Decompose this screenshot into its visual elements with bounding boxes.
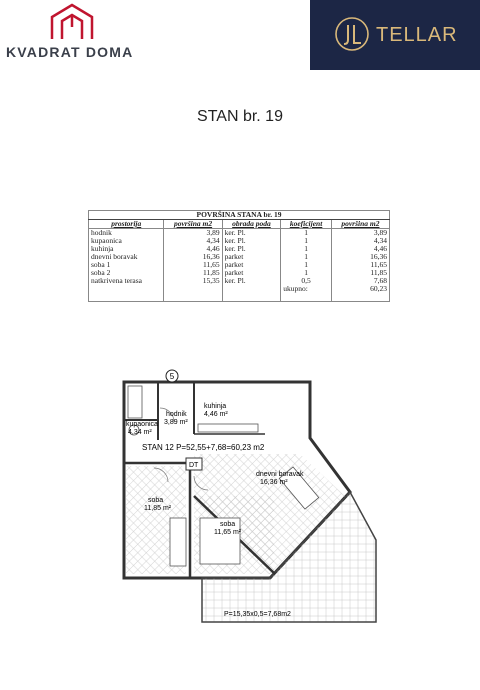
brand-left-text: KVADRAT DOMA (6, 44, 134, 60)
label-kupaonica-area: 4,34 m² (128, 429, 152, 436)
label-hodnik-area: 3,89 m² (164, 419, 188, 426)
cell-area: 3,89 (164, 229, 222, 238)
cell-coef: 1 (281, 245, 332, 253)
cell-total: 3,89 (331, 229, 389, 238)
cell-area: 11,65 (164, 261, 222, 269)
header-obrada: obrada poda (222, 220, 281, 229)
cell-room: hodnik (89, 229, 164, 238)
label-stan: STAN 12 P=52,55+7,68=60,23 m2 (142, 443, 265, 452)
tellar-logo (310, 0, 480, 70)
cell-floor: ker. Pl. (222, 229, 281, 238)
cell-area: 4,46 (164, 245, 222, 253)
cell-total: 11,85 (331, 269, 389, 277)
kvadrat-doma-logo (0, 0, 150, 70)
brand-right-text: TELLAR (376, 24, 458, 46)
cell-floor: ker. Pl. (222, 277, 281, 285)
bathtub (128, 386, 142, 418)
cell-area: 4,34 (164, 237, 222, 245)
cell-coef: 1 (281, 261, 332, 269)
label-soba2: soba (148, 497, 164, 504)
table-caption: POVRŠINA STANA br. 19 (89, 211, 390, 220)
cell-floor: ker. Pl. (222, 237, 281, 245)
cell-floor: parket (222, 261, 281, 269)
cell-room: soba 2 (89, 269, 164, 277)
floor-plan (110, 368, 380, 634)
label-soba1-area: 11,65 m² (214, 529, 242, 536)
cell-room: kuhinja (89, 245, 164, 253)
label-kuhinja: kuhinja (204, 403, 227, 410)
total-value: 60,23 (331, 285, 389, 293)
total-label: ukupno: (281, 285, 332, 293)
cell-room: natkrivena terasa (89, 277, 164, 285)
cell-total: 7,68 (331, 277, 389, 285)
house-logo-icon (48, 3, 96, 41)
label-kupaonica: kupaonica (126, 421, 158, 428)
label-soba2-area: 11,85 m² (144, 505, 172, 512)
cell-room: kupaonica (89, 237, 164, 245)
label-hodnik: hodnik (166, 411, 187, 418)
kitchen-counter (198, 424, 258, 432)
cell-room: dnevni boravak (89, 253, 164, 261)
label-boravak: dnevni boravak (256, 471, 304, 478)
cell-room: soba 1 (89, 261, 164, 269)
wardrobe (170, 518, 186, 566)
page-title: STAN br. 19 (197, 108, 283, 125)
tellar-emblem-icon (334, 16, 370, 52)
cell-area: 15,35 (164, 277, 222, 285)
cell-floor: parket (222, 269, 281, 277)
cell-area: 16,36 (164, 253, 222, 261)
header-povrsina-total: površina m2 (331, 220, 389, 229)
label-kuhinja-area: 4,46 m² (204, 411, 228, 418)
area-table (88, 210, 390, 302)
cell-floor: parket (222, 253, 281, 261)
cell-area: 11,85 (164, 269, 222, 277)
cell-coef: 1 (281, 229, 332, 238)
cell-coef: 1 (281, 253, 332, 261)
label-terasa: P=15,35x0,5=7,68m2 (224, 611, 291, 618)
label-soba1: soba (220, 521, 236, 528)
header-koeficijent: koeficijent (281, 220, 332, 229)
cell-total: 11,65 (331, 261, 389, 269)
header-prostorija: prostorija (89, 220, 164, 229)
cell-coef: 0,5 (281, 277, 332, 285)
cell-coef: 1 (281, 237, 332, 245)
cell-coef: 1 (281, 269, 332, 277)
header-povrsina: površina m2 (164, 220, 222, 229)
cell-total: 4,46 (331, 245, 389, 253)
table-row (89, 277, 390, 285)
entry-marker-number: 5 (169, 372, 175, 381)
cell-floor: ker. Pl. (222, 245, 281, 253)
table-total-row (89, 285, 390, 293)
label-dt: DT (189, 462, 199, 469)
label-boravak-area: 16,36 m² (260, 479, 288, 486)
cell-total: 16,36 (331, 253, 389, 261)
cell-total: 4,34 (331, 237, 389, 245)
